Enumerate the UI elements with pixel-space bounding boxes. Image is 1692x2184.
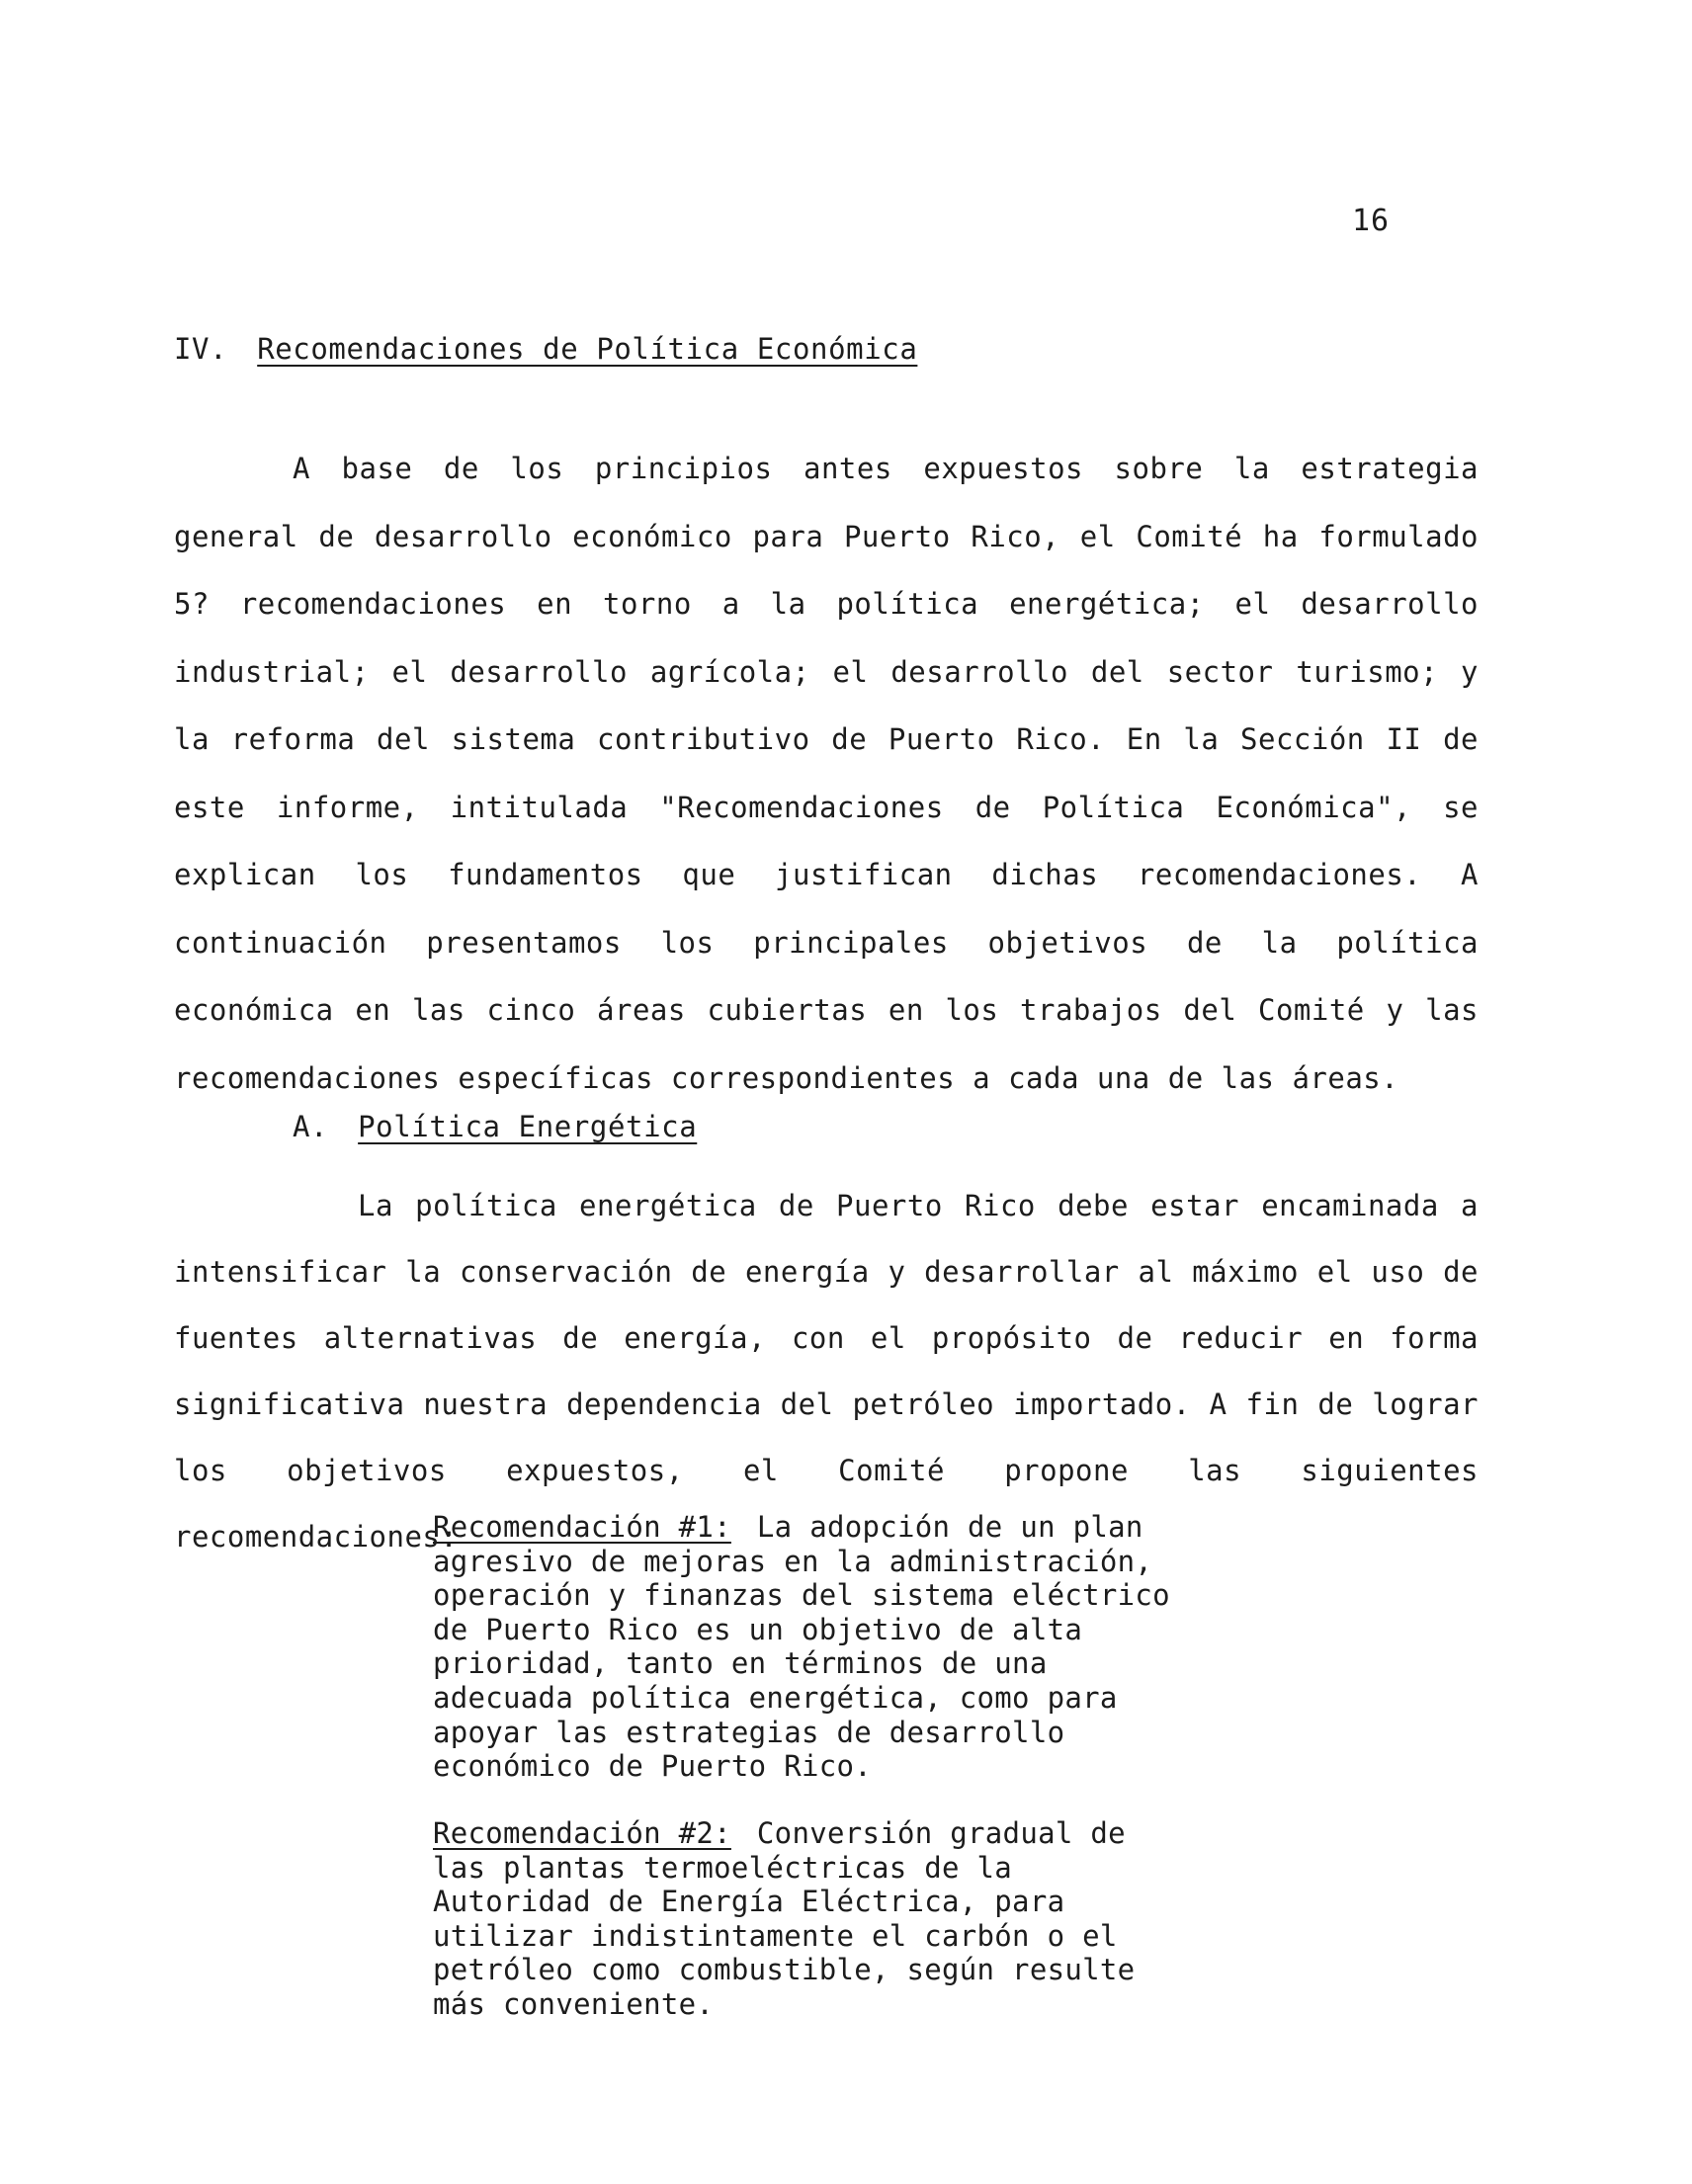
recommendation-text: La adopción de un plan agresivo de mejoras en la administración, operación y finanzas del sistema eléctrico de Puerto Rico es un objetivo de alta prioridad, tanto en términos de una adecuada política energética, como para apoyar las estrategias de desarrollo económico de Puerto Rico. [433,1510,1170,1784]
subsection-letter: A. [293,1110,329,1143]
recommendation-2 [433,1816,1184,2022]
section-number: IV. [174,332,228,366]
recommendation-text: Conversión gradual de las plantas termoeléctricas de la Autoridad de Energía Eléctrica, para utilizar indistintamente el carbón o el petróleo como combustible, según resulte más conveniente. [433,1816,1136,2021]
subsection-heading [293,1110,697,1143]
subsection-title: Política Energética [358,1110,698,1143]
page-number: 16 [1352,204,1391,238]
intro-paragraph: A base de los principios antes expuestos sobre la estrategia general de desarrollo económico para Puerto Rico, el Comité ha formulado 5? recomendaciones en torno a la política energética; el desarrollo industrial; el desarrollo agrícola; el desarrollo del sector turismo; y la reforma del sistema contributivo de Puerto Rico. En la Sección II de este informe, intitulada "Recomendaciones de Política Económica", se explican los fundamentos que justifican dichas recomendaciones. A continuación presentamos los principales objetivos de la política económica en las cinco áreas cubiertas en los trabajos del Comité y las recomendaciones específicas correspondientes a cada una de las áreas. [174,452,1479,1095]
section-heading [174,332,917,366]
section-title: Recomendaciones de Política Económica [257,332,918,366]
energy-policy-paragraph: La política energética de Puerto Rico debe estar encaminada a intensificar la conservación de energía y desarrollar al máximo el uso de fuentes alternativas de energía, con el propósito de reducir en forma significativa nuestra dependencia del petróleo importado. A fin de lograr los objetivos expuestos, el Comité propone las siguientes recomendaciones: [174,1189,1479,1554]
recommendation-label: Recomendación #1: [433,1510,731,1544]
recommendation-label: Recomendación #2: [433,1816,731,1850]
recommendation-1 [433,1510,1184,1784]
